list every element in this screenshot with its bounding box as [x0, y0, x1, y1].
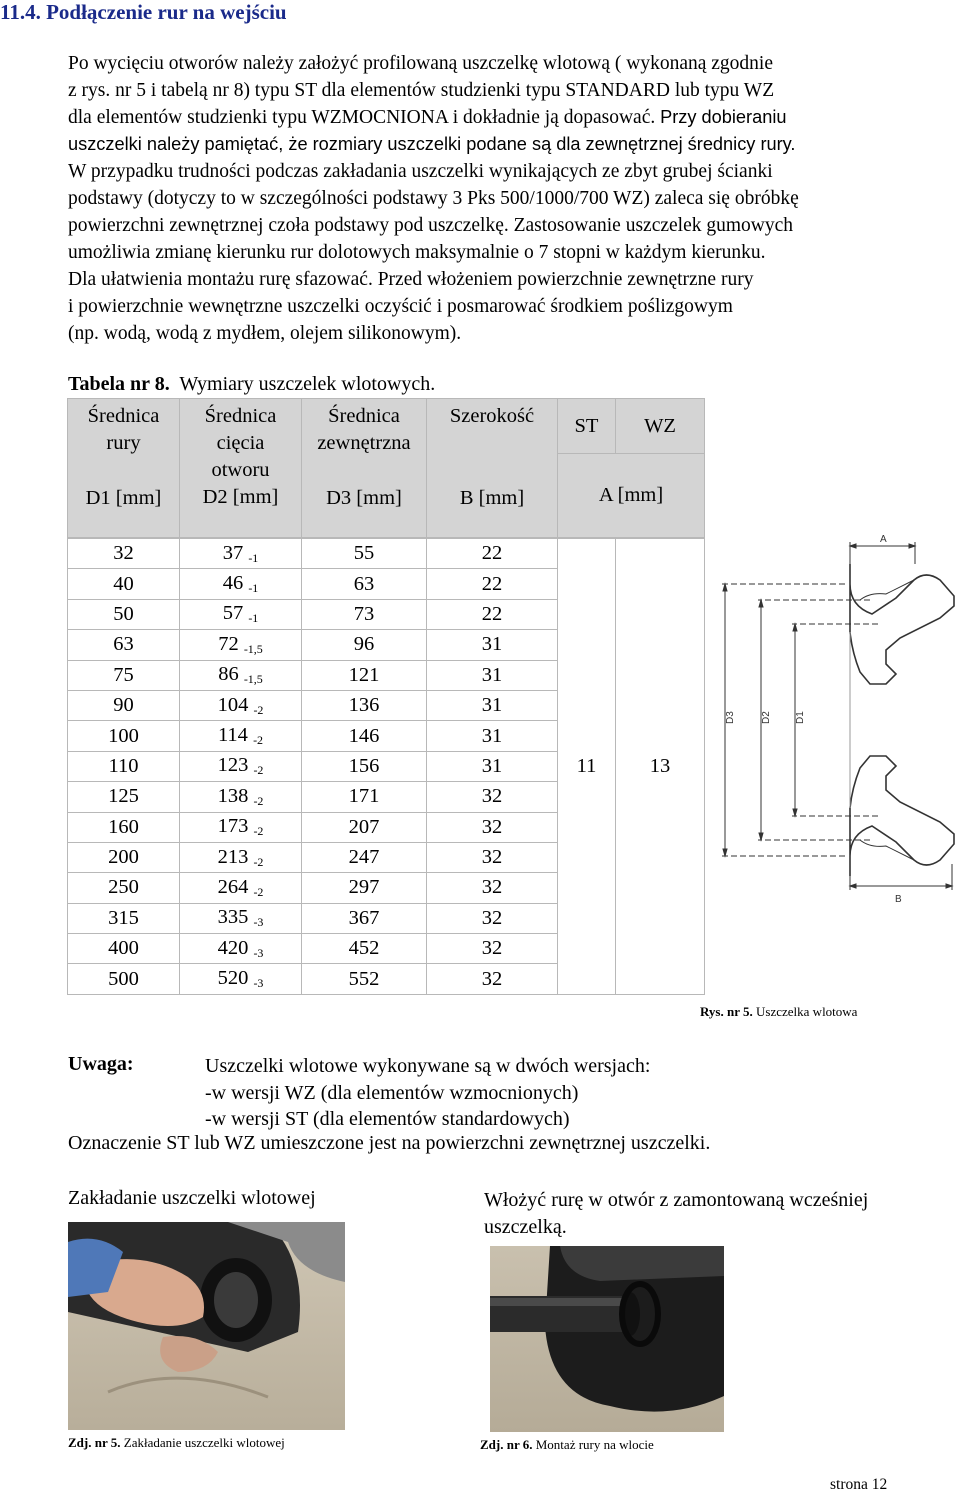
paragraph-line — [68, 104, 938, 131]
photo-pipe-mounting — [490, 1246, 724, 1432]
cell-d1: 110 — [68, 751, 180, 781]
photo-seal-installation — [68, 1222, 345, 1430]
table-caption — [68, 373, 435, 396]
photo2-caption-label: Zdj. nr 6. — [480, 1437, 533, 1452]
cell-d3: 96 — [302, 630, 427, 660]
cell-d1: 63 — [68, 630, 180, 660]
cell-b: 32 — [427, 964, 558, 994]
cell-d2-tolerance: -2 — [253, 733, 264, 748]
cell-d2 — [180, 873, 302, 903]
marking-note: Oznaczenie ST lub WZ umieszczone jest na powierzchni zewnętrznej uszczelki. — [68, 1132, 711, 1154]
note-text — [205, 1053, 650, 1133]
header-d2-title: Średnica cięcia otworu — [204, 405, 277, 481]
cell-d2-tolerance: -1 — [248, 611, 259, 626]
figure-caption-text: Uszczelka wlotowa — [756, 1004, 858, 1019]
cell-b: 32 — [427, 934, 558, 964]
diagram-label-d2: D2 — [761, 711, 772, 724]
cell-d1: 250 — [68, 873, 180, 903]
cell-d2-tolerance: -3 — [253, 945, 264, 960]
cell-d1: 90 — [68, 690, 180, 720]
diagram-label-a: A — [880, 534, 887, 545]
photo1-caption-label: Zdj. nr 5. — [68, 1435, 121, 1450]
note-label: Uwaga: — [68, 1053, 134, 1075]
note-line: Uszczelki wlotowe wykonywane są w dwóch wersjach: — [205, 1055, 651, 1077]
header-a-unit: A [mm] — [558, 454, 705, 538]
cell-d2-tolerance: -2 — [253, 702, 264, 717]
cell-d3: 552 — [302, 964, 427, 994]
paragraph-line: uszczelki należy pamiętać, że rozmiary uszczelki podane są dla zewnętrznej średnicy rury. — [68, 134, 796, 154]
paragraph-text: Przy dobieraniu — [660, 107, 787, 127]
cell-b: 22 — [427, 569, 558, 599]
cell-d3: 146 — [302, 721, 427, 751]
cell-d3: 247 — [302, 842, 427, 872]
cell-d1: 315 — [68, 903, 180, 933]
cell-d1: 75 — [68, 660, 180, 690]
section-heading: 11.4. Podłączenie rur na wejściu — [0, 0, 287, 24]
page-number: strona 12 — [830, 1476, 888, 1493]
header-d1-title: Średnica rury — [87, 405, 160, 454]
paragraph-line — [68, 266, 938, 293]
cell-d2 — [180, 842, 302, 872]
cell-d2-value: 213 — [217, 845, 249, 868]
cell-d3: 55 — [302, 539, 427, 569]
cell-d1: 160 — [68, 812, 180, 842]
header-wz: WZ — [616, 399, 705, 454]
cell-b: 32 — [427, 842, 558, 872]
header-d1-unit: D1 [mm] — [85, 487, 162, 509]
note-line: -w wersji WZ (dla elementów wzmocnionych) — [205, 1081, 579, 1104]
table-caption-text: Wymiary uszczelek wlotowych. — [179, 373, 436, 395]
header-st: ST — [558, 399, 616, 454]
cell-d2 — [180, 690, 302, 720]
cell-d2 — [180, 812, 302, 842]
cell-d3: 171 — [302, 782, 427, 812]
cell-d2-tolerance: -3 — [253, 976, 264, 991]
paragraph-line: umożliwia zmianę kierunku rur dolotowych maksymalnie o 7 stopni w każdym kierunku. — [68, 242, 766, 263]
cell-d2-value: 335 — [217, 906, 249, 929]
cell-b: 31 — [427, 660, 558, 690]
paragraph-text: Przed włożeniem powierzchnie zewnętrzne rury — [377, 269, 754, 290]
cell-d2-value: 138 — [217, 784, 249, 807]
cell-b: 31 — [427, 630, 558, 660]
cell-d2-value: 104 — [217, 693, 249, 716]
cell-d2-tolerance: -3 — [253, 915, 264, 930]
cell-d2-tolerance: -2 — [253, 884, 264, 899]
paragraph-text: Dla ułatwienia montażu rurę sfazować. — [68, 269, 373, 290]
cell-d2 — [180, 539, 302, 569]
diagram-label-d3: D3 — [725, 711, 736, 724]
cell-b: 22 — [427, 599, 558, 629]
cell-d2 — [180, 751, 302, 781]
cell-d2-tolerance: -2 — [253, 854, 264, 869]
cell-d2 — [180, 964, 302, 994]
cell-d3: 121 — [302, 660, 427, 690]
header-d3-title: Średnica zewnętrzna — [317, 405, 411, 454]
cell-b: 32 — [427, 812, 558, 842]
cell-d2-value: 46 — [222, 572, 244, 595]
header-d2 — [180, 399, 302, 538]
photo2-caption-text: Montaż rury na wlocie — [535, 1437, 654, 1452]
cell-d2 — [180, 903, 302, 933]
paragraph-line: W przypadku trudności podczas zakładania uszczelki wynikających ze zbyt grubej ścianki — [68, 161, 773, 182]
seal-diagram — [700, 534, 958, 906]
cell-d3: 452 — [302, 934, 427, 964]
cell-d1: 400 — [68, 934, 180, 964]
cell-d2-value: 86 — [218, 663, 239, 686]
paragraph-line: podstawy (dotyczy to w szczególności podstawy 3 Pks 500/1000/700 WZ) zaleca się obróbkę — [68, 188, 799, 209]
cell-d1: 500 — [68, 964, 180, 994]
cell-d3: 156 — [302, 751, 427, 781]
cell-d2 — [180, 630, 302, 660]
diagram-label-b: B — [895, 894, 902, 905]
photo1-caption-text: Zakładanie uszczelki wlotowej — [123, 1435, 285, 1450]
table-caption-label: Tabela nr 8. — [68, 373, 170, 395]
cell-d2-value: 37 — [222, 541, 244, 564]
intro-paragraph — [68, 50, 938, 347]
paragraph-text: powierzchni zewnętrznej czoła podstawy pod uszczelkę. — [68, 215, 509, 236]
cell-b: 32 — [427, 782, 558, 812]
cell-d1: 125 — [68, 782, 180, 812]
header-d1 — [68, 399, 180, 538]
cell-d2 — [180, 934, 302, 964]
paragraph-line: Po wycięciu otworów należy założyć profilowaną uszczelkę wlotową ( wykonaną zgodnie — [68, 53, 773, 74]
cell-d2-value: 173 — [217, 815, 249, 838]
cell-d2-tolerance: -1 — [248, 550, 259, 565]
header-b-unit: B [mm] — [459, 487, 525, 509]
paragraph-line: (np. wodą, wodą z mydłem, olejem silikonowym). — [68, 323, 462, 344]
paragraph-line: z rys. nr 5 i tabelą nr 8) typu ST dla elementów studzienki typu STANDARD lub typu WZ — [68, 80, 775, 101]
cell-d2-value: 420 — [217, 936, 249, 959]
cell-d2-tolerance: -2 — [253, 763, 264, 778]
cell-d2-value: 72 — [218, 632, 239, 655]
cell-d3: 136 — [302, 690, 427, 720]
header-d3 — [302, 399, 427, 538]
cell-d2-tolerance: -1 — [248, 581, 259, 596]
cell-d1: 40 — [68, 569, 180, 599]
cell-b: 22 — [427, 539, 558, 569]
cell-d1: 200 — [68, 842, 180, 872]
cell-d2-value: 264 — [217, 875, 249, 898]
cell-d2-tolerance: -1,5 — [243, 672, 263, 687]
cell-b: 32 — [427, 873, 558, 903]
cell-d3: 73 — [302, 599, 427, 629]
figure-caption — [700, 1004, 857, 1020]
cell-d2-value: 520 — [217, 967, 249, 990]
cell-d2-value: 114 — [217, 724, 248, 747]
cell-d3: 297 — [302, 873, 427, 903]
photo1-title: Zakładanie uszczelki wlotowej — [68, 1187, 316, 1209]
cell-d3: 207 — [302, 812, 427, 842]
cell-d2-value: 57 — [222, 602, 244, 625]
cell-b: 32 — [427, 903, 558, 933]
note-line: -w wersji ST (dla elementów standardowych) — [205, 1108, 570, 1130]
cell-d2-value: 123 — [217, 754, 249, 777]
cell-d2 — [180, 660, 302, 690]
cell-wz: 13 — [616, 539, 705, 995]
cell-d2-tolerance: -2 — [253, 793, 264, 808]
cell-d1: 32 — [68, 539, 180, 569]
table-row — [68, 539, 705, 569]
cell-d1: 50 — [68, 599, 180, 629]
photo1-caption — [68, 1435, 285, 1451]
seal-dimensions-table — [67, 398, 705, 995]
paragraph-text: dla elementów studzienki typu WZMOCNIONA i dokładnie ją dopasować. — [68, 107, 656, 128]
photo2-title: Włożyć rurę w otwór z zamontowaną wcześniej uszczelką. — [484, 1189, 869, 1238]
diagram-label-d1: D1 — [795, 711, 806, 724]
cell-b: 31 — [427, 751, 558, 781]
cell-st: 11 — [558, 539, 616, 995]
cell-d2-tolerance: -1,5 — [243, 641, 263, 656]
header-b-title: Szerokość — [449, 405, 535, 427]
paragraph-text: Zastosowanie uszczelek gumowych — [513, 215, 794, 236]
header-d3-unit: D3 [mm] — [326, 487, 402, 509]
cell-d1: 100 — [68, 721, 180, 751]
figure-caption-label: Rys. nr 5. — [700, 1004, 753, 1019]
header-d2-unit: D2 [mm] — [202, 486, 279, 508]
cell-d3: 63 — [302, 569, 427, 599]
table-body — [68, 539, 705, 995]
photo2-caption — [480, 1437, 654, 1453]
cell-d2-tolerance: -2 — [253, 824, 264, 839]
paragraph-line: i powierzchnie wewnętrzne uszczelki oczyścić i posmarować środkiem poślizgowym — [68, 296, 733, 317]
cell-d2 — [180, 599, 302, 629]
cell-d3: 367 — [302, 903, 427, 933]
cell-d2 — [180, 721, 302, 751]
header-b — [427, 399, 558, 538]
cell-d2 — [180, 569, 302, 599]
cell-b: 31 — [427, 721, 558, 751]
cell-d2 — [180, 782, 302, 812]
paragraph-line — [68, 212, 938, 239]
cell-b: 31 — [427, 690, 558, 720]
